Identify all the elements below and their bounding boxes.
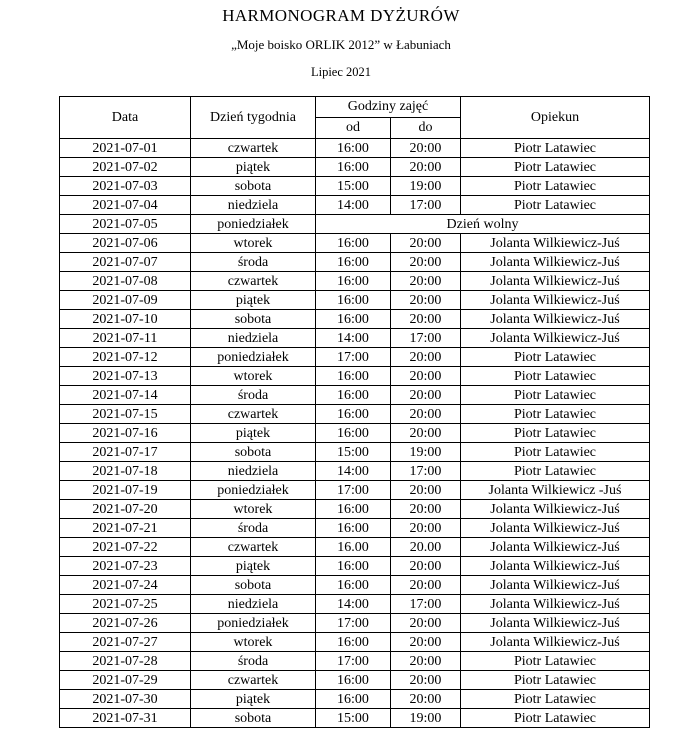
schedule-table: [59, 96, 650, 728]
table-row: [60, 500, 650, 519]
table-row: [60, 196, 650, 215]
cell-from: 15:00: [316, 443, 391, 462]
cell-date: 2021-07-12: [60, 348, 191, 367]
cell-weekday: piątek: [191, 690, 316, 709]
cell-from: 16:00: [316, 405, 391, 424]
document-title: HARMONOGRAM DYŻURÓW: [222, 6, 460, 25]
table-row: [60, 215, 650, 234]
header-row-main: [60, 97, 650, 118]
cell-from: 14:00: [316, 462, 391, 481]
table-row: [60, 709, 650, 728]
cell-weekday: sobota: [191, 177, 316, 196]
table-row: [60, 671, 650, 690]
table-row: [60, 462, 650, 481]
cell-date: 2021-07-30: [60, 690, 191, 709]
cell-weekday: niedziela: [191, 329, 316, 348]
cell-weekday: czwartek: [191, 538, 316, 557]
column-header-from: od: [316, 118, 391, 139]
cell-to: 17:00: [391, 595, 461, 614]
cell-caretaker: Piotr Latawiec: [461, 652, 650, 671]
cell-weekday: czwartek: [191, 139, 316, 158]
cell-from: 16:00: [316, 386, 391, 405]
table-row: [60, 348, 650, 367]
cell-date: 2021-07-28: [60, 652, 191, 671]
cell-to: 20:00: [391, 386, 461, 405]
cell-weekday: poniedziałek: [191, 348, 316, 367]
cell-to: 20:00: [391, 652, 461, 671]
cell-weekday: sobota: [191, 576, 316, 595]
cell-from: 16:00: [316, 272, 391, 291]
cell-weekday: czwartek: [191, 405, 316, 424]
cell-to: 20:00: [391, 253, 461, 272]
cell-caretaker: Jolanta Wilkiewicz-Juś: [461, 253, 650, 272]
cell-to: 20:00: [391, 500, 461, 519]
cell-date: 2021-07-23: [60, 557, 191, 576]
cell-caretaker: Piotr Latawiec: [461, 462, 650, 481]
cell-caretaker: Jolanta Wilkiewicz-Juś: [461, 614, 650, 633]
cell-to: 20:00: [391, 158, 461, 177]
cell-from: 16:00: [316, 690, 391, 709]
column-header-to: do: [391, 118, 461, 139]
cell-weekday: sobota: [191, 709, 316, 728]
cell-weekday: poniedziałek: [191, 215, 316, 234]
cell-weekday: sobota: [191, 310, 316, 329]
table-row: [60, 557, 650, 576]
cell-date: 2021-07-07: [60, 253, 191, 272]
cell-date: 2021-07-20: [60, 500, 191, 519]
cell-caretaker: Jolanta Wilkiewicz -Juś: [461, 481, 650, 500]
cell-weekday: środa: [191, 386, 316, 405]
cell-date: 2021-07-29: [60, 671, 191, 690]
cell-to: 20:00: [391, 576, 461, 595]
cell-to: 20:00: [391, 310, 461, 329]
cell-to: 20:00: [391, 690, 461, 709]
table-row: [60, 272, 650, 291]
cell-date: 2021-07-02: [60, 158, 191, 177]
cell-weekday: poniedziałek: [191, 481, 316, 500]
table-row: [60, 443, 650, 462]
cell-from: 16:00: [316, 158, 391, 177]
cell-weekday: niedziela: [191, 595, 316, 614]
document-period: Lipiec 2021: [310, 65, 372, 79]
table-row: [60, 291, 650, 310]
cell-from: 16:00: [316, 139, 391, 158]
cell-to: 20:00: [391, 139, 461, 158]
cell-from: 16:00: [316, 424, 391, 443]
cell-date: 2021-07-16: [60, 424, 191, 443]
cell-date: 2021-07-10: [60, 310, 191, 329]
cell-weekday: wtorek: [191, 633, 316, 652]
cell-from: 16.00: [316, 538, 391, 557]
cell-date: 2021-07-22: [60, 538, 191, 557]
cell-from: 15:00: [316, 709, 391, 728]
cell-caretaker: Jolanta Wilkiewicz-Juś: [461, 576, 650, 595]
cell-caretaker: Piotr Latawiec: [461, 424, 650, 443]
cell-caretaker: Jolanta Wilkiewicz-Juś: [461, 538, 650, 557]
cell-to: 20:00: [391, 519, 461, 538]
cell-to: 20:00: [391, 291, 461, 310]
cell-caretaker: Piotr Latawiec: [461, 671, 650, 690]
cell-date: 2021-07-27: [60, 633, 191, 652]
cell-caretaker: Jolanta Wilkiewicz-Juś: [461, 519, 650, 538]
cell-from: 16:00: [316, 367, 391, 386]
document-subtitle: „Moje boisko ORLIK 2012” w Łabuniach: [231, 37, 451, 52]
cell-from: 16:00: [316, 291, 391, 310]
cell-from: 16:00: [316, 519, 391, 538]
cell-weekday: sobota: [191, 443, 316, 462]
cell-from: 16:00: [316, 671, 391, 690]
cell-from: 17:00: [316, 652, 391, 671]
cell-from: 16:00: [316, 576, 391, 595]
cell-date: 2021-07-03: [60, 177, 191, 196]
cell-from: 17:00: [316, 348, 391, 367]
cell-caretaker: Jolanta Wilkiewicz-Juś: [461, 291, 650, 310]
cell-caretaker: Jolanta Wilkiewicz-Juś: [461, 272, 650, 291]
cell-to: 19:00: [391, 177, 461, 196]
table-row: [60, 405, 650, 424]
table-row: [60, 652, 650, 671]
cell-weekday: środa: [191, 519, 316, 538]
cell-weekday: wtorek: [191, 367, 316, 386]
cell-to: 19:00: [391, 709, 461, 728]
cell-date: 2021-07-25: [60, 595, 191, 614]
table-row: [60, 690, 650, 709]
cell-weekday: wtorek: [191, 500, 316, 519]
cell-caretaker: Jolanta Wilkiewicz-Juś: [461, 557, 650, 576]
cell-date: 2021-07-11: [60, 329, 191, 348]
cell-caretaker: Piotr Latawiec: [461, 177, 650, 196]
cell-caretaker: Piotr Latawiec: [461, 196, 650, 215]
cell-date: 2021-07-15: [60, 405, 191, 424]
cell-from: 16:00: [316, 310, 391, 329]
cell-to: 20:00: [391, 234, 461, 253]
cell-caretaker: Jolanta Wilkiewicz-Juś: [461, 633, 650, 652]
cell-date: 2021-07-09: [60, 291, 191, 310]
cell-from: 17:00: [316, 614, 391, 633]
cell-day-off: Dzień wolny: [316, 215, 650, 234]
cell-weekday: niedziela: [191, 196, 316, 215]
cell-caretaker: Piotr Latawiec: [461, 709, 650, 728]
cell-from: 16:00: [316, 253, 391, 272]
cell-to: 20:00: [391, 424, 461, 443]
cell-weekday: piątek: [191, 557, 316, 576]
cell-date: 2021-07-14: [60, 386, 191, 405]
cell-caretaker: Jolanta Wilkiewicz-Juś: [461, 234, 650, 253]
cell-weekday: poniedziałek: [191, 614, 316, 633]
cell-caretaker: Jolanta Wilkiewicz-Juś: [461, 310, 650, 329]
cell-from: 14:00: [316, 595, 391, 614]
table-row: [60, 633, 650, 652]
table-row: [60, 253, 650, 272]
table-row: [60, 386, 650, 405]
cell-to: 20:00: [391, 557, 461, 576]
table-row: [60, 481, 650, 500]
cell-date: 2021-07-06: [60, 234, 191, 253]
table-row: [60, 538, 650, 557]
cell-caretaker: Piotr Latawiec: [461, 158, 650, 177]
cell-weekday: piątek: [191, 158, 316, 177]
cell-weekday: niedziela: [191, 462, 316, 481]
schedule-table-body: [60, 139, 650, 728]
table-row: [60, 177, 650, 196]
cell-to: 17:00: [391, 329, 461, 348]
cell-from: 16:00: [316, 633, 391, 652]
cell-weekday: czwartek: [191, 671, 316, 690]
cell-date: 2021-07-19: [60, 481, 191, 500]
cell-caretaker: Piotr Latawiec: [461, 386, 650, 405]
cell-to: 17:00: [391, 196, 461, 215]
cell-date: 2021-07-13: [60, 367, 191, 386]
cell-date: 2021-07-17: [60, 443, 191, 462]
cell-date: 2021-07-01: [60, 139, 191, 158]
table-row: [60, 576, 650, 595]
cell-from: 16:00: [316, 500, 391, 519]
column-header-caretaker: Opiekun: [461, 97, 650, 139]
cell-weekday: wtorek: [191, 234, 316, 253]
cell-weekday: piątek: [191, 424, 316, 443]
cell-caretaker: Piotr Latawiec: [461, 367, 650, 386]
cell-to: 20:00: [391, 367, 461, 386]
cell-caretaker: Piotr Latawiec: [461, 348, 650, 367]
cell-date: 2021-07-24: [60, 576, 191, 595]
cell-date: 2021-07-04: [60, 196, 191, 215]
cell-caretaker: Jolanta Wilkiewicz-Juś: [461, 595, 650, 614]
table-row: [60, 329, 650, 348]
cell-to: 20:00: [391, 405, 461, 424]
cell-to: 20:00: [391, 272, 461, 291]
cell-caretaker: Piotr Latawiec: [461, 405, 650, 424]
cell-date: 2021-07-26: [60, 614, 191, 633]
cell-caretaker: Piotr Latawiec: [461, 139, 650, 158]
table-row: [60, 424, 650, 443]
schedule-table-header: [60, 97, 650, 139]
cell-to: 20:00: [391, 614, 461, 633]
cell-to: 20.00: [391, 538, 461, 557]
table-row: [60, 139, 650, 158]
cell-to: 19:00: [391, 443, 461, 462]
table-row: [60, 519, 650, 538]
table-row: [60, 234, 650, 253]
cell-to: 20:00: [391, 633, 461, 652]
column-header-weekday: Dzień tygodnia: [191, 97, 316, 139]
cell-to: 20:00: [391, 481, 461, 500]
cell-weekday: czwartek: [191, 272, 316, 291]
table-row: [60, 595, 650, 614]
cell-to: 20:00: [391, 671, 461, 690]
cell-weekday: piątek: [191, 291, 316, 310]
cell-weekday: środa: [191, 652, 316, 671]
table-row: [60, 367, 650, 386]
column-header-date: Data: [60, 97, 191, 139]
cell-from: 17:00: [316, 481, 391, 500]
cell-from: 15:00: [316, 177, 391, 196]
cell-caretaker: Jolanta Wilkiewicz-Juś: [461, 500, 650, 519]
column-header-hours: Godziny zajęć: [316, 97, 461, 118]
cell-caretaker: Piotr Latawiec: [461, 443, 650, 462]
cell-caretaker: Piotr Latawiec: [461, 690, 650, 709]
cell-from: 14:00: [316, 329, 391, 348]
cell-weekday: środa: [191, 253, 316, 272]
table-row: [60, 614, 650, 633]
cell-from: 16:00: [316, 557, 391, 576]
cell-date: 2021-07-08: [60, 272, 191, 291]
table-row: [60, 158, 650, 177]
cell-date: 2021-07-18: [60, 462, 191, 481]
cell-from: 14:00: [316, 196, 391, 215]
cell-date: 2021-07-05: [60, 215, 191, 234]
cell-date: 2021-07-21: [60, 519, 191, 538]
cell-to: 20:00: [391, 348, 461, 367]
cell-to: 17:00: [391, 462, 461, 481]
cell-date: 2021-07-31: [60, 709, 191, 728]
cell-caretaker: Jolanta Wilkiewicz-Juś: [461, 329, 650, 348]
table-row: [60, 310, 650, 329]
cell-from: 16:00: [316, 234, 391, 253]
